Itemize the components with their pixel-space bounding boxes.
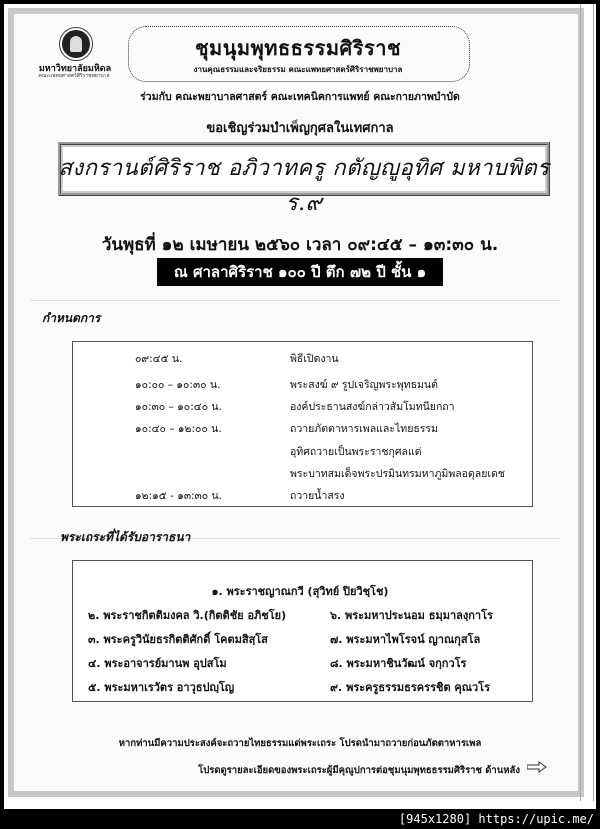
logo-name: มหาวิทยาลัยมหิดล bbox=[38, 64, 112, 74]
schedule-heading: กำหนดการ bbox=[42, 311, 101, 325]
schedule-time: ๑๐:๓๐ – ๑๐:๔๐ น. bbox=[135, 401, 222, 413]
monk-item: ๑. พระราชญาณกวี (สุวิทย์ ปิยวิชฺโช) bbox=[211, 585, 389, 598]
see-back-note: โปรดดูรายละเอียดของพระเถระผู้มีคุณูปการต่อชุมนุมพุทธธรรมศิริราช ด้านหลัง bbox=[198, 765, 520, 776]
arrow-right-icon bbox=[527, 761, 547, 773]
event-banner-title: สงกรานต์ศิริราช อภิวาทครู กตัญญูอุทิศ มหาบพิตร ร.๙ bbox=[58, 156, 550, 216]
schedule-time: ๐๙:๔๕ น. bbox=[135, 353, 183, 365]
offering-note: หากท่านมีความประสงค์จะถวายไทยธรรมแด่พระเถระ โปรดนำมาถวายก่อนภัตตาหารเพล bbox=[118, 738, 482, 749]
schedule-time: ๑๐:๐๐ – ๑๐:๓๐ น. bbox=[135, 379, 221, 391]
schedule-item: พระสงฆ์ ๙ รูปเจริญพระพุทธมนต์ bbox=[290, 379, 438, 391]
logo-subtitle: คณะแพทยศาสตร์ศิริราชพยาบาล bbox=[38, 73, 110, 79]
schedule-time: ๑๒:๑๕ - ๑๓:๓๐ น. bbox=[135, 490, 223, 502]
schedule-item: องค์ประธานสงฆ์กล่าวสัมโมทนียกถา bbox=[290, 401, 455, 413]
schedule-item: ถวายน้ำสรง bbox=[290, 490, 345, 502]
monk-item: ๔. พระอาจารย์มานพ อุปสโม bbox=[88, 657, 227, 670]
monks-heading: พระเถระที่ได้รับอาราธนา bbox=[60, 530, 191, 544]
schedule-item: อุทิศถวายเป็นพระราชกุศลแด่ bbox=[290, 446, 422, 458]
schedule-item: พิธีเปิดงาน bbox=[290, 353, 339, 365]
monk-item: ๒. พระราชกิตติมงคล วิ.(กิตติชัย อภิชโย) bbox=[88, 609, 287, 622]
monk-item: ๘. พระมหาชินวัฒน์ จกฺกวโร bbox=[330, 657, 467, 670]
page-title: ชุมนุมพุทธธรรมศิริราช bbox=[194, 36, 402, 60]
image-source-caption: [945x1280] https://upic.me/ bbox=[398, 812, 594, 826]
monk-item: ๙. พระครูธรรมธรครรชิต คุณวโร bbox=[330, 681, 490, 694]
page-subtitle: งานคุณธรรมและจริยธรรม คณะแพทยศาสตร์ศิริราชพยาบาล bbox=[193, 65, 403, 74]
monk-item: ๓. พระครูวินัยธรกิตติศักดิ์ โคตมสิสฺโส bbox=[88, 633, 268, 646]
university-logo-icon bbox=[60, 28, 92, 60]
logo-emblem bbox=[70, 36, 82, 52]
schedule-item: พระบาทสมเด็จพระปรมินทรมหาภูมิพลอดุลยเดช bbox=[290, 468, 505, 480]
invitation-line: ขอเชิญร่วมบำเพ็ญกุศลในเทศกาล bbox=[206, 121, 394, 136]
event-venue: ณ ศาลาศิริราช ๑๐๐ ปี ตึก ๗๒ ปี ชั้น ๑ bbox=[157, 258, 443, 286]
schedule-time: ๑๐:๔๐ – ๑๒:๐๐ น. bbox=[135, 423, 222, 435]
monk-item: ๗. พระมหาไพโรจน์ ญาณกุสโล bbox=[330, 633, 481, 646]
monk-item: ๕. พระมหาเรวัตร อาวุธปญฺโญ bbox=[88, 681, 235, 694]
schedule-item: ถวายภัตตาหารเพลและไทยธรรม bbox=[290, 423, 438, 435]
monk-item: ๖. พระมหาประนอม ธมฺมาลงฺกาโร bbox=[330, 609, 493, 622]
partner-faculties: ร่วมกับ คณะพยาบาลศาสตร์ คณะเทคนิคการแพทย์ คณะกายภาพบำบัด bbox=[140, 91, 460, 103]
event-date-time: วันพุธที่ ๑๒ เมษายน ๒๕๖๐ เวลา ๐๙:๔๕ – ๑๓:๓๐ น. bbox=[101, 235, 499, 255]
divider bbox=[30, 300, 560, 301]
